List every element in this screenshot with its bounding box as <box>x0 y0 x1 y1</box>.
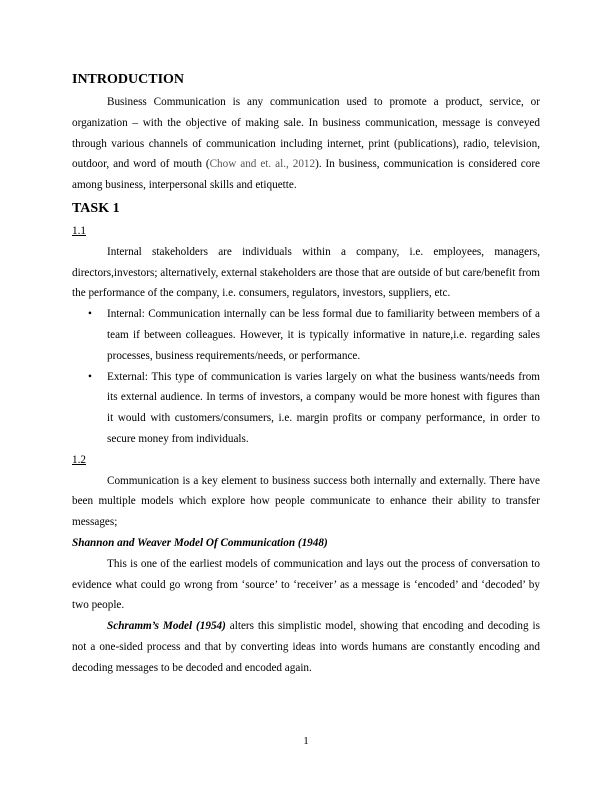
intro-text-a: Business Communication is any communication used to promote a product, service, or organization – with the objective of making sale. In business communication, message is conveyed through various channels of communication including internet, print (publications), radio, television, outdoor, and word of mouth ( <box>72 96 540 171</box>
shannon-weaver-heading: Shannon and Weaver Model Of Communication (1948) <box>72 536 328 549</box>
stakeholders-paragraph: Internal stakeholders are individuals within a company, i.e. employees, managers, directors,investors; alternatively, external stakeholders are those that are outside of but care/benefit from the performance of the company, i.e. consumers, regulators, investors, suppliers, etc. <box>72 245 540 300</box>
list-item-text: Internal: Communication internally can be less formal due to familiarity between members of a team if between colleagues. However, it is typically informative in nature,i.e. regarding sales processes, business requirements/needs, or performance. <box>107 308 540 362</box>
citation: Chow and et. al., 2012 <box>209 158 316 171</box>
list-item <box>72 367 540 450</box>
shannon-weaver-paragraph: This is one of the earliest models of communication and lays out the process of conversation to evidence what could go wrong from ‘source’ to ‘receiver’ as a message is ‘encoded’ and ‘decoded’ by two people. <box>72 557 540 612</box>
introduction-heading: INTRODUCTION <box>72 72 185 87</box>
schramm-title: Schramm’s Model (1954) <box>107 620 226 633</box>
list-item <box>72 304 540 366</box>
bullet-icon: • <box>88 308 92 321</box>
list-item-text: External: This type of communication is varies largely on what the business wants/needs from its external audience. In terms of investors, a company would be more honest with figures than it would with customers/consumers, i.e. margin profits or company performance, in order to secure money from individuals. <box>107 370 540 445</box>
page-number: 1 <box>303 735 309 747</box>
intro-text-b: ). In business, communication is considered core among business, interpersonal skills and etiquette. <box>72 158 541 192</box>
section-1-1-label: 1.1 <box>72 224 86 237</box>
schramm-text: alters this simplistic model, showing that encoding and decoding is not a one-sided process and that by converting ideas into words humans are constantly encoding and decoding messages to be decoded and encoded again. <box>72 620 540 674</box>
schramm-paragraph <box>72 616 540 678</box>
stakeholder-list <box>72 304 540 450</box>
introduction-paragraph <box>72 92 540 196</box>
section-1-2-label: 1.2 <box>72 453 86 466</box>
task1-heading: TASK 1 <box>72 200 120 216</box>
communication-paragraph: Communication is a key element to business success both internally and externally. There have been multiple models which explore how people communicate to enhance their ability to transfer messages; <box>72 474 540 529</box>
bullet-icon: • <box>88 370 92 383</box>
document-page <box>72 70 540 679</box>
